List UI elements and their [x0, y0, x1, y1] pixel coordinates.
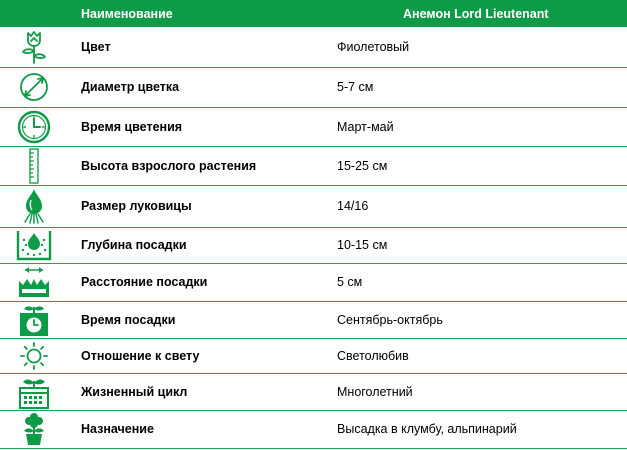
row-label: Время цветения [81, 119, 183, 134]
table-row [0, 373, 627, 410]
header-value: Анемон Lord Lieutenant [403, 6, 549, 21]
row-value: 5-7 см [337, 80, 374, 94]
table-row [0, 107, 627, 146]
header-name: Наименование [81, 6, 173, 21]
table-row [0, 146, 627, 185]
row-value: Март-май [337, 119, 394, 134]
row-label: Высота взрослого растения [81, 158, 257, 173]
row-label: Цвет [81, 39, 111, 54]
table-row [0, 67, 627, 107]
row-label: Расстояние посадки [81, 275, 208, 289]
row-value: Многолетний [337, 384, 413, 399]
table-row [0, 301, 627, 338]
table-header [0, 0, 627, 27]
row-label: Диаметр цветка [81, 80, 180, 94]
table-row [0, 227, 627, 263]
sun-icon [0, 338, 68, 373]
planting-time-icon [0, 301, 68, 338]
row-label: Жизненный цикл [81, 384, 188, 399]
row-label: Время посадки [81, 312, 176, 327]
ruler-icon [0, 146, 68, 185]
flower-pot-icon [0, 410, 68, 448]
row-value: Светолюбив [337, 348, 409, 363]
table-row [0, 27, 627, 67]
table-row [0, 338, 627, 373]
table-row [0, 263, 627, 301]
row-label: Отношение к свету [81, 348, 200, 363]
table-row [0, 185, 627, 227]
header-icon-column [0, 0, 68, 27]
row-label: Глубина посадки [81, 238, 187, 252]
planting-depth-icon [0, 227, 68, 263]
row-label: Назначение [81, 422, 154, 436]
life-cycle-icon [0, 373, 68, 410]
diameter-icon [0, 67, 68, 107]
row-value: Сентябрь-октябрь [337, 312, 443, 327]
row-value: 5 см [337, 275, 363, 289]
table-row [0, 410, 627, 448]
clock-icon [0, 107, 68, 146]
rose-icon [0, 27, 68, 67]
row-value: 14/16 [337, 199, 369, 213]
row-label: Размер луковицы [81, 199, 192, 213]
planting-distance-icon [0, 263, 68, 301]
row-value: 15-25 см [337, 158, 388, 173]
bulb-icon [0, 185, 68, 227]
row-value: Высадка в клумбу, альпинарий [337, 422, 517, 436]
row-value: Фиолетовый [337, 39, 410, 54]
row-value: 10-15 см [337, 238, 388, 252]
